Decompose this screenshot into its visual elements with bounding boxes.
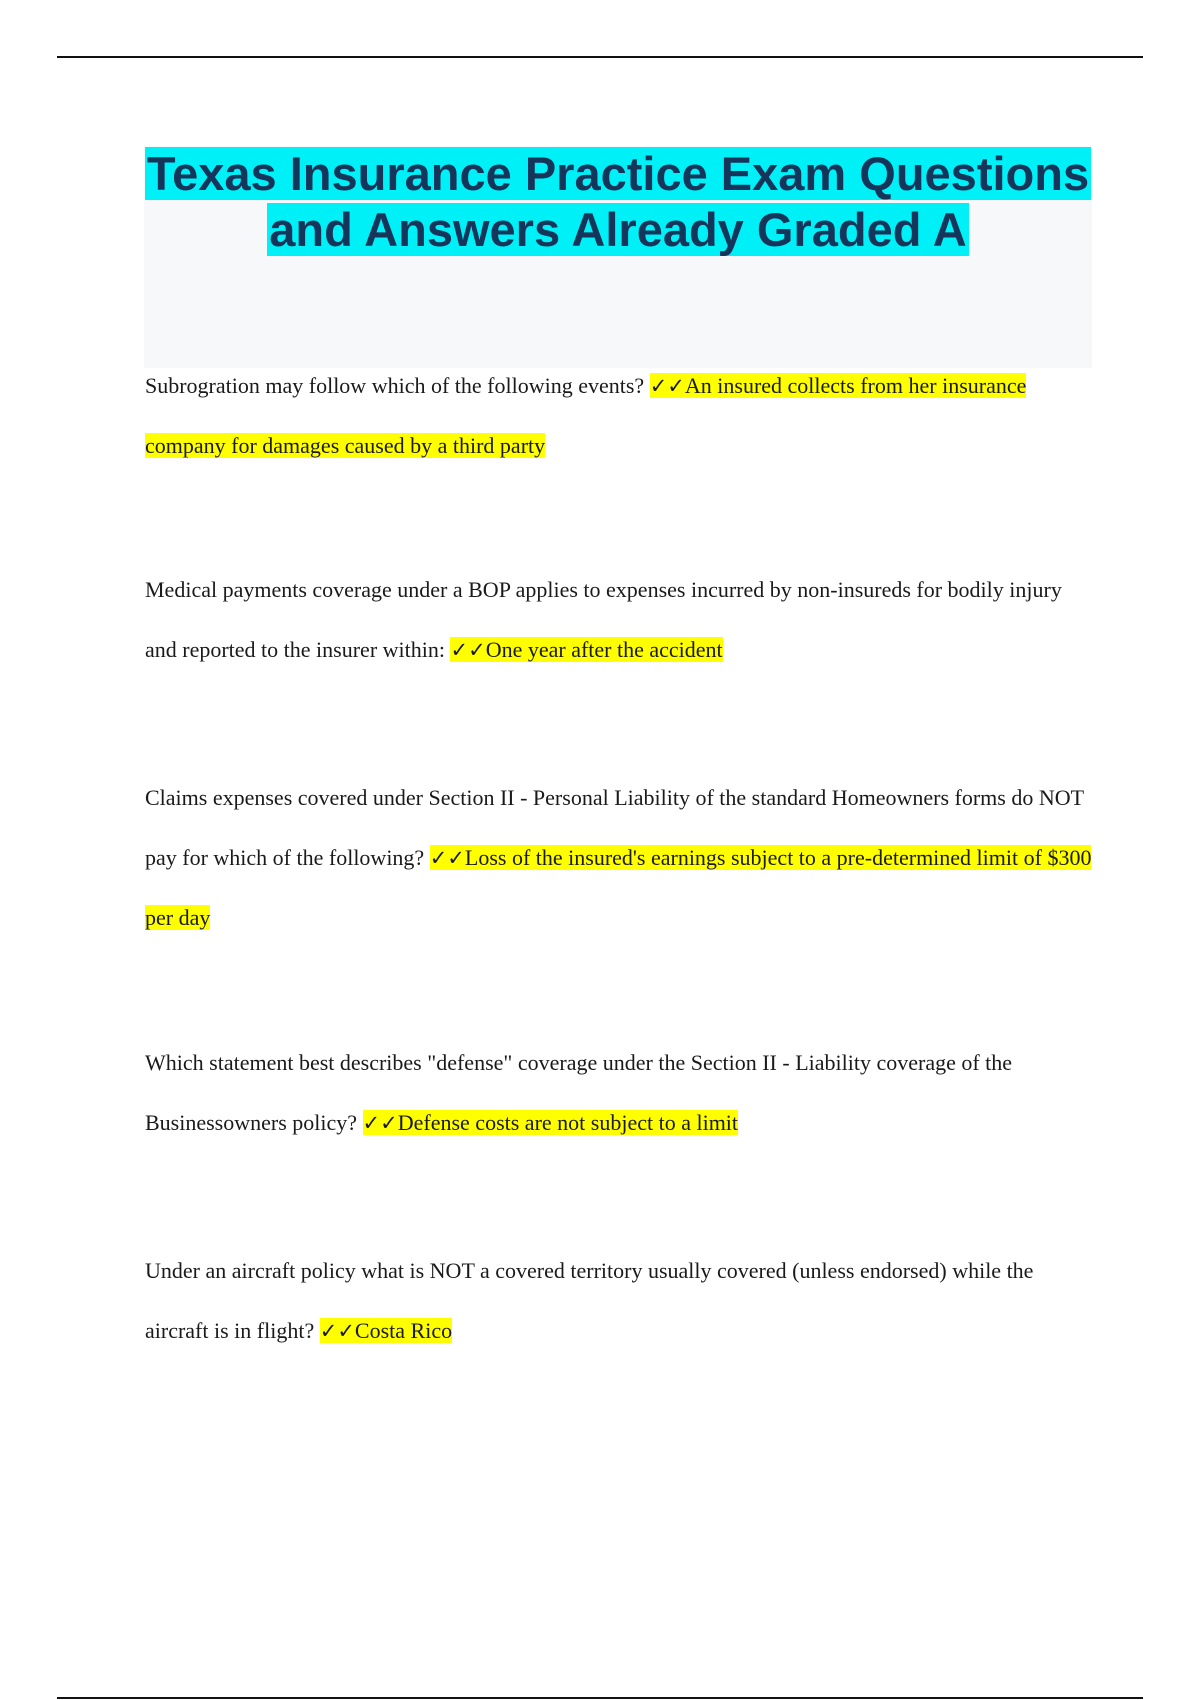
answer-highlight — [363, 1110, 739, 1135]
answer-highlight — [320, 1318, 452, 1343]
check-mark-icon: ✓✓ — [649, 374, 685, 398]
answer-text: One year after the accident — [485, 637, 723, 662]
check-mark-icon: ✓✓ — [450, 638, 486, 662]
answer-text: Defense costs are not subject to a limit — [397, 1110, 739, 1135]
qa-item — [145, 1033, 1095, 1153]
qa-item — [145, 768, 1095, 948]
top-rule — [57, 56, 1143, 58]
bottom-rule — [57, 1697, 1143, 1699]
document-title — [144, 146, 1092, 258]
answer-text: Costa Rico — [354, 1318, 453, 1343]
qa-item — [145, 1241, 1095, 1361]
answer-text: An insured collects from her insurance company for damages caused by a third party — [145, 373, 1027, 458]
check-mark-icon: ✓✓ — [319, 1319, 355, 1343]
qa-item — [145, 560, 1095, 680]
question-text: Claims expenses covered under Section II - Personal Liability of the standard Homeowners forms do NOT pay for which of the following? — [145, 785, 1084, 870]
check-mark-icon: ✓✓ — [429, 846, 465, 870]
check-mark-icon: ✓✓ — [362, 1111, 398, 1135]
answer-highlight — [450, 637, 722, 662]
document-title-text: Texas Insurance Practice Exam Questions and Answers Already Graded A — [146, 147, 1090, 256]
question-text: Under an aircraft policy what is NOT a covered territory usually covered (unless endorsed) while the aircraft is in flight? — [145, 1258, 1034, 1343]
qa-item — [145, 356, 1095, 476]
question-text: Subrogration may follow which of the following events? — [145, 373, 645, 398]
question-text: Medical payments coverage under a BOP applies to expenses incurred by non-insureds for bodily injury and reported to the insurer within: — [145, 577, 1062, 662]
question-text: Which statement best describes "defense" coverage under the Section II - Liability coverage of the Businessowners policy? — [145, 1050, 1013, 1135]
answer-text: Loss of the insured's earnings subject to a pre-determined limit of $300 per day — [145, 845, 1092, 930]
